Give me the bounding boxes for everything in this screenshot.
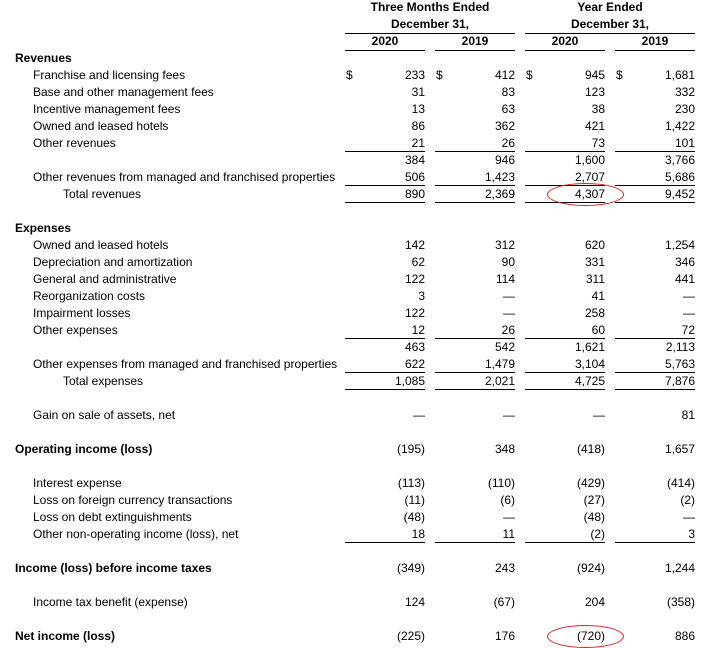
value-cell: 73 <box>591 136 605 150</box>
value-cell: 101 <box>674 136 695 150</box>
header-rule <box>615 50 695 51</box>
value-cell: 38 <box>591 102 605 116</box>
value-cell: (195) <box>396 442 425 456</box>
row-label-total-expenses: Total expenses <box>63 374 144 388</box>
value-cell: 123 <box>584 85 605 99</box>
currency-symbol: $ <box>526 68 533 82</box>
row-label-income-before-taxes: Income (loss) before income taxes <box>15 561 212 575</box>
value-cell: 2,113 <box>665 340 695 354</box>
value-cell: (358) <box>666 595 695 609</box>
row-label: Owned and leased hotels <box>33 119 169 133</box>
value-cell: 620 <box>584 238 605 252</box>
row-label: Base and other management fees <box>33 85 214 99</box>
value-cell: (414) <box>666 476 695 490</box>
value-cell: 312 <box>494 238 515 252</box>
value-cell: 421 <box>584 119 605 133</box>
value-cell: 13 <box>411 102 425 116</box>
value-cell: 506 <box>404 170 425 184</box>
header-rule <box>435 50 515 51</box>
value-cell: 311 <box>585 272 605 286</box>
underline-rule <box>435 185 515 186</box>
underline-rule <box>615 202 695 203</box>
value-cell: 945 <box>584 68 605 82</box>
value-cell: 3 <box>688 527 695 541</box>
row-label: Impairment losses <box>33 306 131 320</box>
value-cell: 2,021 <box>484 374 515 388</box>
value-cell: 886 <box>674 629 695 643</box>
underline-rule <box>525 151 605 152</box>
value-cell: 4,307 <box>574 187 605 201</box>
value-cell: 26 <box>501 136 515 150</box>
underline-rule <box>615 338 695 339</box>
underline-rule <box>615 542 695 543</box>
col-header-q-2020: 2020 <box>371 34 399 48</box>
value-cell: (720) <box>576 629 605 643</box>
underline-rule <box>345 151 425 152</box>
value-cell: — <box>503 306 515 320</box>
value-cell: 18 <box>411 527 425 541</box>
row-label: Income tax benefit (expense) <box>33 595 188 609</box>
currency-symbol: $ <box>436 68 443 82</box>
row-label: Franchise and licensing fees <box>33 68 186 82</box>
underline-rule <box>615 389 695 390</box>
row-label: Other revenues from managed and franchised properties <box>33 170 336 184</box>
value-cell: (2) <box>680 493 695 507</box>
value-cell: (225) <box>396 629 425 643</box>
value-cell: (67) <box>493 595 515 609</box>
value-cell: 3,766 <box>664 153 695 167</box>
value-cell: 60 <box>591 323 605 337</box>
value-cell: 1,600 <box>574 153 605 167</box>
value-cell: 233 <box>404 68 425 82</box>
value-cell: 4,725 <box>574 374 605 388</box>
value-cell: (429) <box>576 476 605 490</box>
value-cell: 1,422 <box>664 119 695 133</box>
row-label: Reorganization costs <box>33 289 146 303</box>
row-label: Other expenses <box>33 323 118 337</box>
row-label: Incentive management fees <box>33 102 181 116</box>
value-cell: 258 <box>584 306 605 320</box>
col-header-q-2019: 2019 <box>461 34 489 48</box>
row-label: Gain on sale of assets, net <box>33 408 176 422</box>
value-cell: 1,657 <box>664 442 695 456</box>
header-rule <box>525 50 605 51</box>
value-cell: 176 <box>494 629 515 643</box>
underline-rule <box>345 389 425 390</box>
row-label-net-income: Net income (loss) <box>15 629 116 643</box>
row-label: Owned and leased hotels <box>33 238 169 252</box>
underline-rule <box>345 372 425 373</box>
value-cell: 384 <box>404 153 425 167</box>
value-cell: 346 <box>674 255 695 269</box>
highlight-oval-net-income <box>547 625 624 648</box>
highlight-oval-total-revenues <box>547 183 624 206</box>
value-cell: — <box>683 289 695 303</box>
value-cell: — <box>593 408 605 422</box>
value-cell: 1,244 <box>664 561 695 575</box>
value-cell: 362 <box>494 119 515 133</box>
value-cell: 1,423 <box>484 170 515 184</box>
value-cell: 63 <box>501 102 515 116</box>
value-cell: — <box>503 510 515 524</box>
value-cell: 1,681 <box>664 68 695 82</box>
value-cell: (11) <box>404 493 425 507</box>
underline-rule <box>345 202 425 203</box>
col-header-y-2019: 2019 <box>641 34 669 48</box>
row-label-operating-income: Operating income (loss) <box>15 442 153 456</box>
value-cell: 3,104 <box>574 357 605 371</box>
value-cell: (48) <box>403 510 425 524</box>
section-expenses: Expenses <box>15 221 72 235</box>
value-cell: 542 <box>494 340 515 354</box>
value-cell: 142 <box>404 238 425 252</box>
value-cell: (110) <box>487 476 515 490</box>
value-cell: 2,369 <box>484 187 515 201</box>
value-cell: 26 <box>501 323 515 337</box>
value-cell: 7,876 <box>664 374 695 388</box>
underline-rule <box>345 542 425 543</box>
value-cell: 81 <box>681 408 695 422</box>
value-cell: 122 <box>404 306 425 320</box>
underline-rule <box>525 542 605 543</box>
row-label: Loss on foreign currency transactions <box>33 493 233 507</box>
value-cell: 890 <box>404 187 425 201</box>
header-rule <box>345 50 425 51</box>
value-cell: (48) <box>583 510 605 524</box>
value-cell: (418) <box>576 442 605 456</box>
header-three-months-line2: December 31, <box>390 17 470 31</box>
value-cell: 31 <box>411 85 425 99</box>
value-cell: (27) <box>583 493 605 507</box>
underline-rule <box>615 185 695 186</box>
value-cell: (6) <box>500 493 515 507</box>
section-revenues: Revenues <box>15 51 72 65</box>
value-cell: 331 <box>584 255 605 269</box>
value-cell: — <box>413 408 425 422</box>
value-cell: 622 <box>404 357 425 371</box>
underline-rule <box>435 542 515 543</box>
row-label: Other expenses from managed and franchised properties <box>33 357 338 371</box>
underline-rule <box>435 202 515 203</box>
value-cell: 9,452 <box>664 187 695 201</box>
row-label-total-revenues: Total revenues <box>63 187 142 201</box>
value-cell: 441 <box>674 272 695 286</box>
row-label: Depreciation and amortization <box>33 255 193 269</box>
value-cell: 946 <box>494 153 515 167</box>
currency-symbol: $ <box>616 68 623 82</box>
value-cell: — <box>683 306 695 320</box>
header-year-ended-line1: Year Ended <box>577 0 643 14</box>
underline-rule <box>435 372 515 373</box>
header-year-ended-line2: December 31, <box>570 17 650 31</box>
value-cell: 122 <box>404 272 425 286</box>
currency-symbol: $ <box>346 68 353 82</box>
col-header-y-2020: 2020 <box>551 34 579 48</box>
underline-rule <box>525 338 605 339</box>
value-cell: 5,686 <box>664 170 695 184</box>
value-cell: 5,763 <box>664 357 695 371</box>
value-cell: 1,479 <box>484 357 515 371</box>
value-cell: 412 <box>494 68 515 82</box>
row-label: Loss on debt extinguishments <box>33 510 192 524</box>
underline-rule <box>525 389 605 390</box>
row-label: Other non-operating income (loss), net <box>33 527 239 541</box>
row-label: Other revenues <box>33 136 116 150</box>
value-cell: 204 <box>584 595 605 609</box>
value-cell: 1,085 <box>394 374 425 388</box>
value-cell: — <box>503 408 515 422</box>
header-three-months-line1: Three Months Ended <box>370 0 490 14</box>
value-cell: 12 <box>411 323 425 337</box>
value-cell: 83 <box>501 85 515 99</box>
value-cell: 348 <box>494 442 515 456</box>
value-cell: 90 <box>501 255 515 269</box>
value-cell: 3 <box>418 289 425 303</box>
underline-rule <box>345 338 425 339</box>
row-label: General and administrative <box>33 272 177 286</box>
value-cell: 62 <box>411 255 425 269</box>
value-cell: — <box>503 289 515 303</box>
underline-rule <box>435 338 515 339</box>
value-cell: 41 <box>591 289 605 303</box>
value-cell: 124 <box>404 595 425 609</box>
value-cell: 463 <box>404 340 425 354</box>
underline-rule <box>435 389 515 390</box>
value-cell: (113) <box>397 476 425 490</box>
value-cell: (2) <box>590 527 605 541</box>
value-cell: 114 <box>495 272 515 286</box>
value-cell: 2,707 <box>574 170 605 184</box>
value-cell: (924) <box>576 561 605 575</box>
value-cell: 11 <box>502 527 515 541</box>
underline-rule <box>345 185 425 186</box>
value-cell: — <box>683 510 695 524</box>
underline-rule <box>615 372 695 373</box>
row-label: Interest expense <box>33 476 122 490</box>
value-cell: 1,621 <box>574 340 605 354</box>
value-cell: 332 <box>674 85 695 99</box>
value-cell: 86 <box>411 119 425 133</box>
value-cell: 230 <box>674 102 695 116</box>
underline-rule <box>435 151 515 152</box>
underline-rule <box>525 372 605 373</box>
value-cell: 1,254 <box>664 238 695 252</box>
value-cell: (349) <box>396 561 425 575</box>
underline-rule <box>615 151 695 152</box>
value-cell: 21 <box>411 136 425 150</box>
value-cell: 243 <box>494 561 515 575</box>
value-cell: 72 <box>681 323 695 337</box>
